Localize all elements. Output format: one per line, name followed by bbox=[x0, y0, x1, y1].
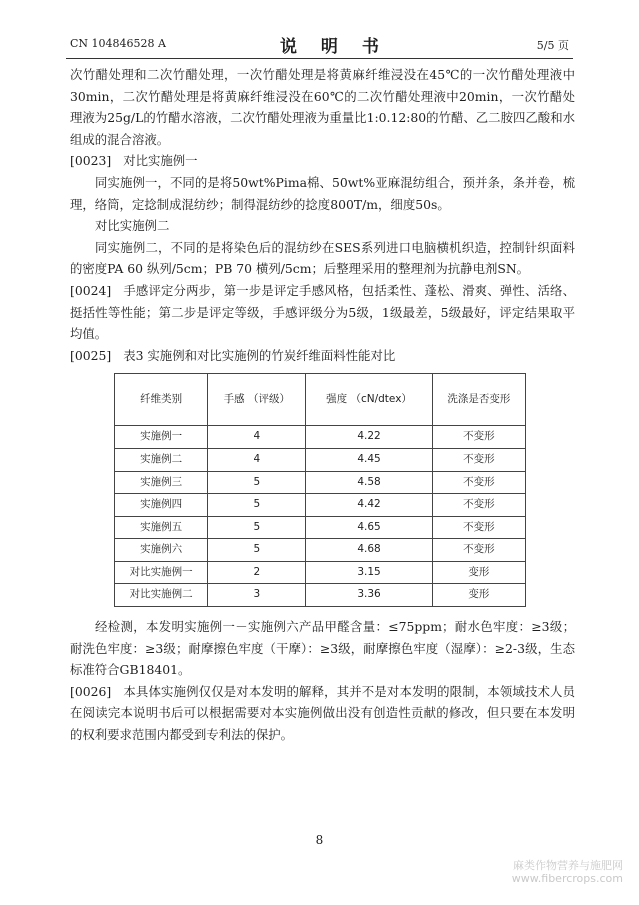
cell-grade: 2 bbox=[208, 561, 306, 584]
cell-strength: 4.65 bbox=[306, 516, 432, 539]
header-rule bbox=[66, 58, 573, 59]
cell-grade: 5 bbox=[208, 471, 306, 494]
cell-grade: 5 bbox=[208, 494, 306, 517]
paragraph-0024 bbox=[70, 280, 575, 345]
cell-type: 实施例三 bbox=[115, 471, 208, 494]
cell-grade: 5 bbox=[208, 516, 306, 539]
paragraph-text: 手感评定分两步，第一步是评定手感风格，包括柔性、蓬松、滑爽、弹性、活络、挺括性等性能；第二步是评定等级，手感评级分为5级，1级最差，5级最好，评定结果取平均值。 bbox=[70, 282, 575, 342]
table-header-row bbox=[115, 374, 526, 426]
cell-type: 对比实施例二 bbox=[115, 584, 208, 607]
cell-strength: 4.45 bbox=[306, 448, 432, 471]
table-row bbox=[115, 584, 526, 607]
cell-type: 实施例一 bbox=[115, 426, 208, 449]
paragraph: 经检测，本发明实施例一－实施例六产品甲醛含量：≤75ppm；耐水色牢度：≥3级；耐洗色牢度：≥3级；耐摩擦色牢度（干摩）：≥3级，耐摩擦色牢度（湿摩）：≥2-3级，生态标准符合GB18401。 bbox=[70, 619, 575, 678]
paragraph-text: 本具体实施例仅仅是对本发明的解释，其并不是对本发明的限制，本领域技术人员在阅读完本说明书后可以根据需要对本实施例做出没有创造性贡献的修改，但只要在本发明的权利要求范围内都受到专利法的保护。 bbox=[70, 683, 575, 743]
table-row bbox=[115, 494, 526, 517]
table-row bbox=[115, 539, 526, 562]
patent-number: CN 104846528 A bbox=[70, 37, 166, 50]
cell-deform: 不变形 bbox=[432, 448, 525, 471]
paragraph-continued: 次竹醋处理和二次竹醋处理，一次竹醋处理是将黄麻纤维浸没在45℃的一次竹醋处理液中30min，二次竹醋处理是将黄麻纤维浸没在60℃的二次竹醋处理液中20min，一次竹醋处理液为25g/L的竹醋水溶液，二次竹醋处理液为重量比1:0.12:80的竹醋、乙二胺四乙酸和水组成的混合溶液。 bbox=[70, 67, 575, 147]
cell-strength: 4.68 bbox=[306, 539, 432, 562]
document-body bbox=[70, 64, 575, 746]
paragraph-number: [0025] bbox=[70, 347, 112, 363]
table-row bbox=[115, 516, 526, 539]
cell-type: 实施例四 bbox=[115, 494, 208, 517]
table-row bbox=[115, 471, 526, 494]
cell-deform: 不变形 bbox=[432, 539, 525, 562]
paragraph-number: [0023] bbox=[70, 153, 112, 169]
cell-deform: 不变形 bbox=[432, 426, 525, 449]
comparison-table-wrap bbox=[114, 373, 526, 607]
cell-strength: 4.42 bbox=[306, 494, 432, 517]
paragraph-0026 bbox=[70, 681, 575, 746]
table-row bbox=[115, 561, 526, 584]
cell-type: 实施例五 bbox=[115, 516, 208, 539]
cell-strength: 4.58 bbox=[306, 471, 432, 494]
page-count: 5/5 页 bbox=[536, 39, 569, 52]
paragraph: 同实施例一，不同的是将50wt%Pima棉、50wt%亚麻混纺组合，预并条，条并卷，梳理，络筒，定捻制成混纺纱；制得混纺纱的捻度800T/m，细度50s。 bbox=[70, 174, 575, 212]
cell-grade: 3 bbox=[208, 584, 306, 607]
cell-type: 实施例二 bbox=[115, 448, 208, 471]
paragraph-0023-heading bbox=[70, 150, 575, 172]
section-heading: 对比实施例一 bbox=[123, 153, 198, 169]
cell-deform: 不变形 bbox=[432, 471, 525, 494]
cell-strength: 3.36 bbox=[306, 584, 432, 607]
cell-deform: 变形 bbox=[432, 561, 525, 584]
cell-deform: 不变形 bbox=[432, 494, 525, 517]
cell-grade: 5 bbox=[208, 539, 306, 562]
site-watermark bbox=[512, 859, 623, 885]
page-number: 8 bbox=[315, 833, 324, 847]
table-row bbox=[115, 448, 526, 471]
watermark-title: 麻类作物营养与施肥网 bbox=[513, 859, 623, 872]
header-fiber-type: 纤维类别 bbox=[115, 374, 208, 426]
cell-deform: 变形 bbox=[432, 584, 525, 607]
header-wash-deform: 洗涤是否变形 bbox=[432, 374, 525, 426]
header-strength: 强度 （cN/dtex） bbox=[306, 374, 432, 426]
comparison-table bbox=[114, 373, 526, 607]
cell-type: 对比实施例一 bbox=[115, 561, 208, 584]
paragraph-0025 bbox=[70, 345, 575, 367]
paragraph-number: [0024] bbox=[70, 282, 112, 298]
watermark-url: www.fibercrops.com bbox=[511, 872, 623, 885]
cell-deform: 不变形 bbox=[432, 516, 525, 539]
cell-strength: 3.15 bbox=[306, 561, 432, 584]
table-row bbox=[115, 426, 526, 449]
section-heading: 对比实施例二 bbox=[95, 218, 170, 234]
table-caption: 表3 实施例和对比实施例的竹炭纤维面料性能对比 bbox=[123, 347, 396, 363]
cell-grade: 4 bbox=[208, 448, 306, 471]
cell-type: 实施例六 bbox=[115, 539, 208, 562]
paragraph: 同实施例二，不同的是将染色后的混纺纱在SES系列进口电脑横机织造，控制针织面料的密度PA 60 纵列/5cm；PB 70 横列/5cm；后整理采用的整理剂为抗静电剂SN。 bbox=[70, 239, 575, 277]
document-title: 说 明 书 bbox=[280, 37, 388, 57]
cell-grade: 4 bbox=[208, 426, 306, 449]
paragraph-number: [0026] bbox=[70, 683, 112, 699]
header-hand-feel: 手感 （评级） bbox=[208, 374, 306, 426]
cell-strength: 4.22 bbox=[306, 426, 432, 449]
